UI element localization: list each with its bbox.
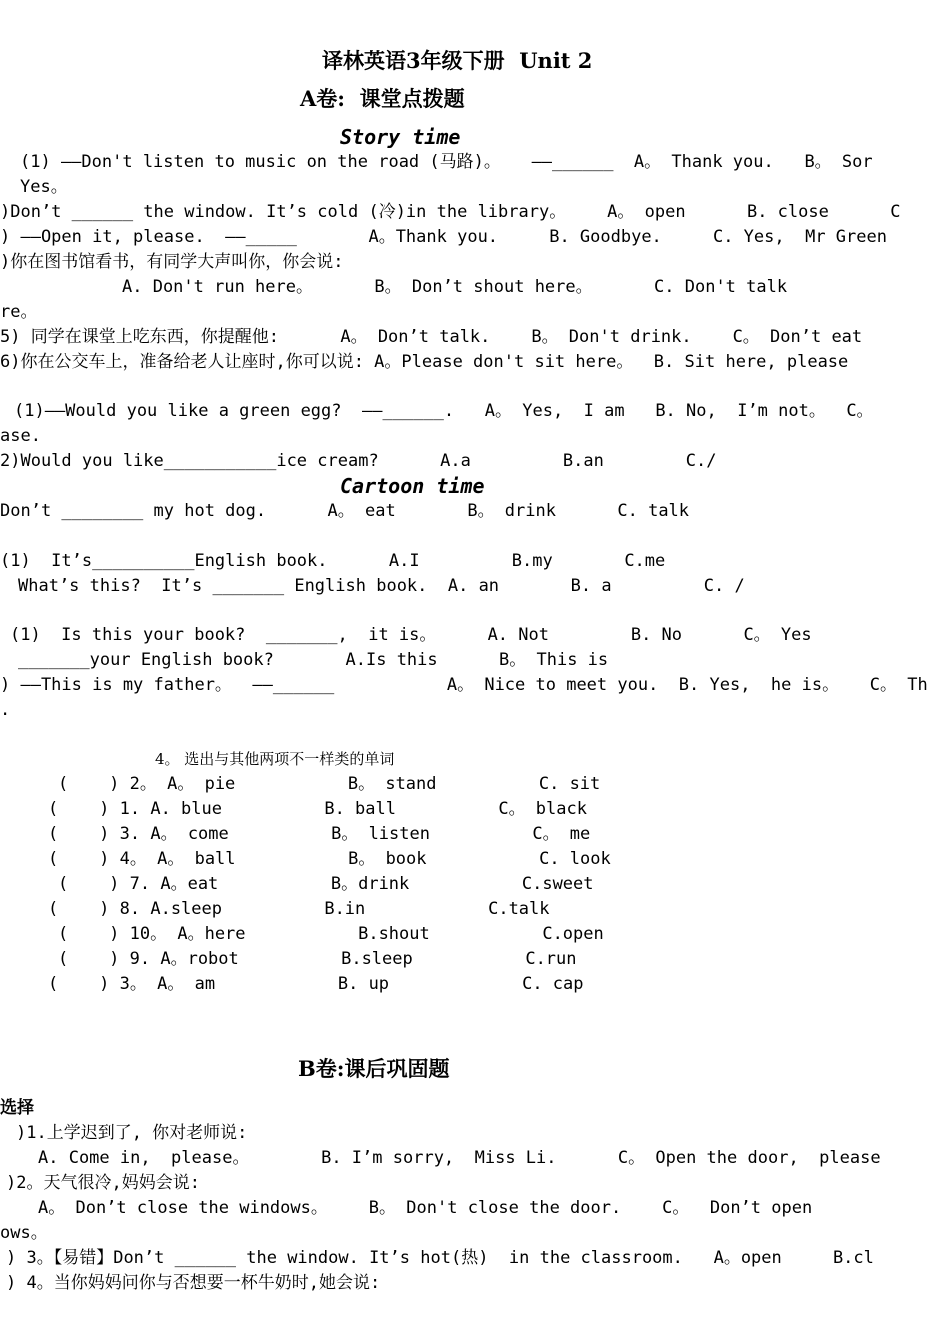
section-a-heading: A卷: 课堂点拨题 (300, 86, 465, 111)
text-line: 6)你在公交车上，准备给老人让座时,你可以说: A。Please don't sit here。 B. Sit here, please (0, 352, 849, 372)
list-item: ( ) 3。 A。 am B. up C. cap (48, 974, 584, 994)
text-line: )2。天气很冷,妈妈会说: (6, 1173, 200, 1193)
text-line: ) 3。【易错】Don’t ______ the window. It’s hot(热) in the classroom. A。open B.cl (6, 1248, 874, 1268)
text-line: A. Don't run here。 B。 Don’t shout here。 C. Don't talk (122, 277, 788, 297)
text-line: Don’t ________ my hot dog. A。 eat B。 drink C. talk (0, 501, 690, 521)
text-line: 2)Would you like___________ice cream? A.a B.an C./ (0, 451, 717, 471)
text-line: A. Come in, please。 B. I’m sorry, Miss Li. C。 Open the door, please (38, 1148, 881, 1168)
text-line: )Don’t ______ the window. It’s cold (冷)in the library。 A。 open B. close C (0, 202, 901, 222)
text-line: (1) ——Don't listen to music on the road (马路)。 ——______ A。 Thank you. B。 Sor (20, 152, 873, 172)
text-line: A。 Don’t close the windows。 B。 Don't close the door. C。 Don’t open (38, 1198, 813, 1218)
section-b-heading: B卷:课后巩固题 (298, 1056, 450, 1081)
text-line: ase. (0, 426, 41, 446)
text-line: ) 4。当你妈妈问你与否想要一杯牛奶时,她会说: (6, 1273, 381, 1293)
text-line: re。 (0, 302, 38, 322)
list-item: ( ) 9. A。robot B.sleep C.run (58, 949, 577, 969)
list-item: ( ) 3. A。 come B。 listen C。 me (48, 824, 591, 844)
list-item: ( ) 2。 A。 pie B。 stand C. sit (58, 774, 601, 794)
choose-heading: 选择 (0, 1098, 34, 1118)
story-time-heading: Story time (340, 125, 461, 149)
text-line: ) ——This is my father。 ——______ A。 Nice to meet you. B. Yes, he is。 C。 Th (0, 675, 928, 695)
text-line: Yes。 (20, 177, 68, 197)
text-line: ) ——Open it, please. ——_____ A。Thank you. B. Goodbye. C. Yes, Mr Green (0, 227, 887, 247)
list-item: ( ) 7. A。eat B。drink C.sweet (58, 874, 594, 894)
cartoon-time-heading: Cartoon time (340, 474, 485, 498)
doc-title: 译林英语3年级下册 Unit 2 (322, 48, 593, 73)
text-line: What’s this? It’s _______ English book. A. an B. a C. / (18, 576, 745, 596)
list-item: ( ) 4。 A。 ball B。 book C. look (48, 849, 611, 869)
list-item: ( ) 8. A.sleep B.in C.talk (48, 899, 550, 919)
text-line: 5) 同学在课堂上吃东西，你提醒他: A。 Don’t talk. B。 Don't drink. C。 Don’t eat (0, 327, 863, 347)
text-line: (1) Is this your book? _______, it is。 A. Not B. No C。 Yes (10, 625, 812, 645)
text-line: ows。 (0, 1223, 48, 1243)
text-line: )1.上学迟到了, 你对老师说: (16, 1123, 248, 1143)
text-line: (1)——Would you like a green egg? ——______. A。 Yes, I am B. No, I’m not。 C。 (14, 401, 874, 421)
text-line: )你在图书馆看书，有同学大声叫你，你会说: (0, 252, 344, 272)
list-item: ( ) 10。 A。here B.shout C.open (58, 924, 604, 944)
text-line: . (0, 700, 11, 720)
text-line: _______your English book? A.Is this B。 This is (18, 650, 609, 670)
text-line: (1) It’s__________English book. A.I B.my C.me (0, 551, 666, 571)
list-item: ( ) 1. A. blue B. ball C。 black (48, 799, 587, 819)
exercise-4-heading: 4。 选出与其他两项不一样类的单词 (155, 750, 395, 768)
